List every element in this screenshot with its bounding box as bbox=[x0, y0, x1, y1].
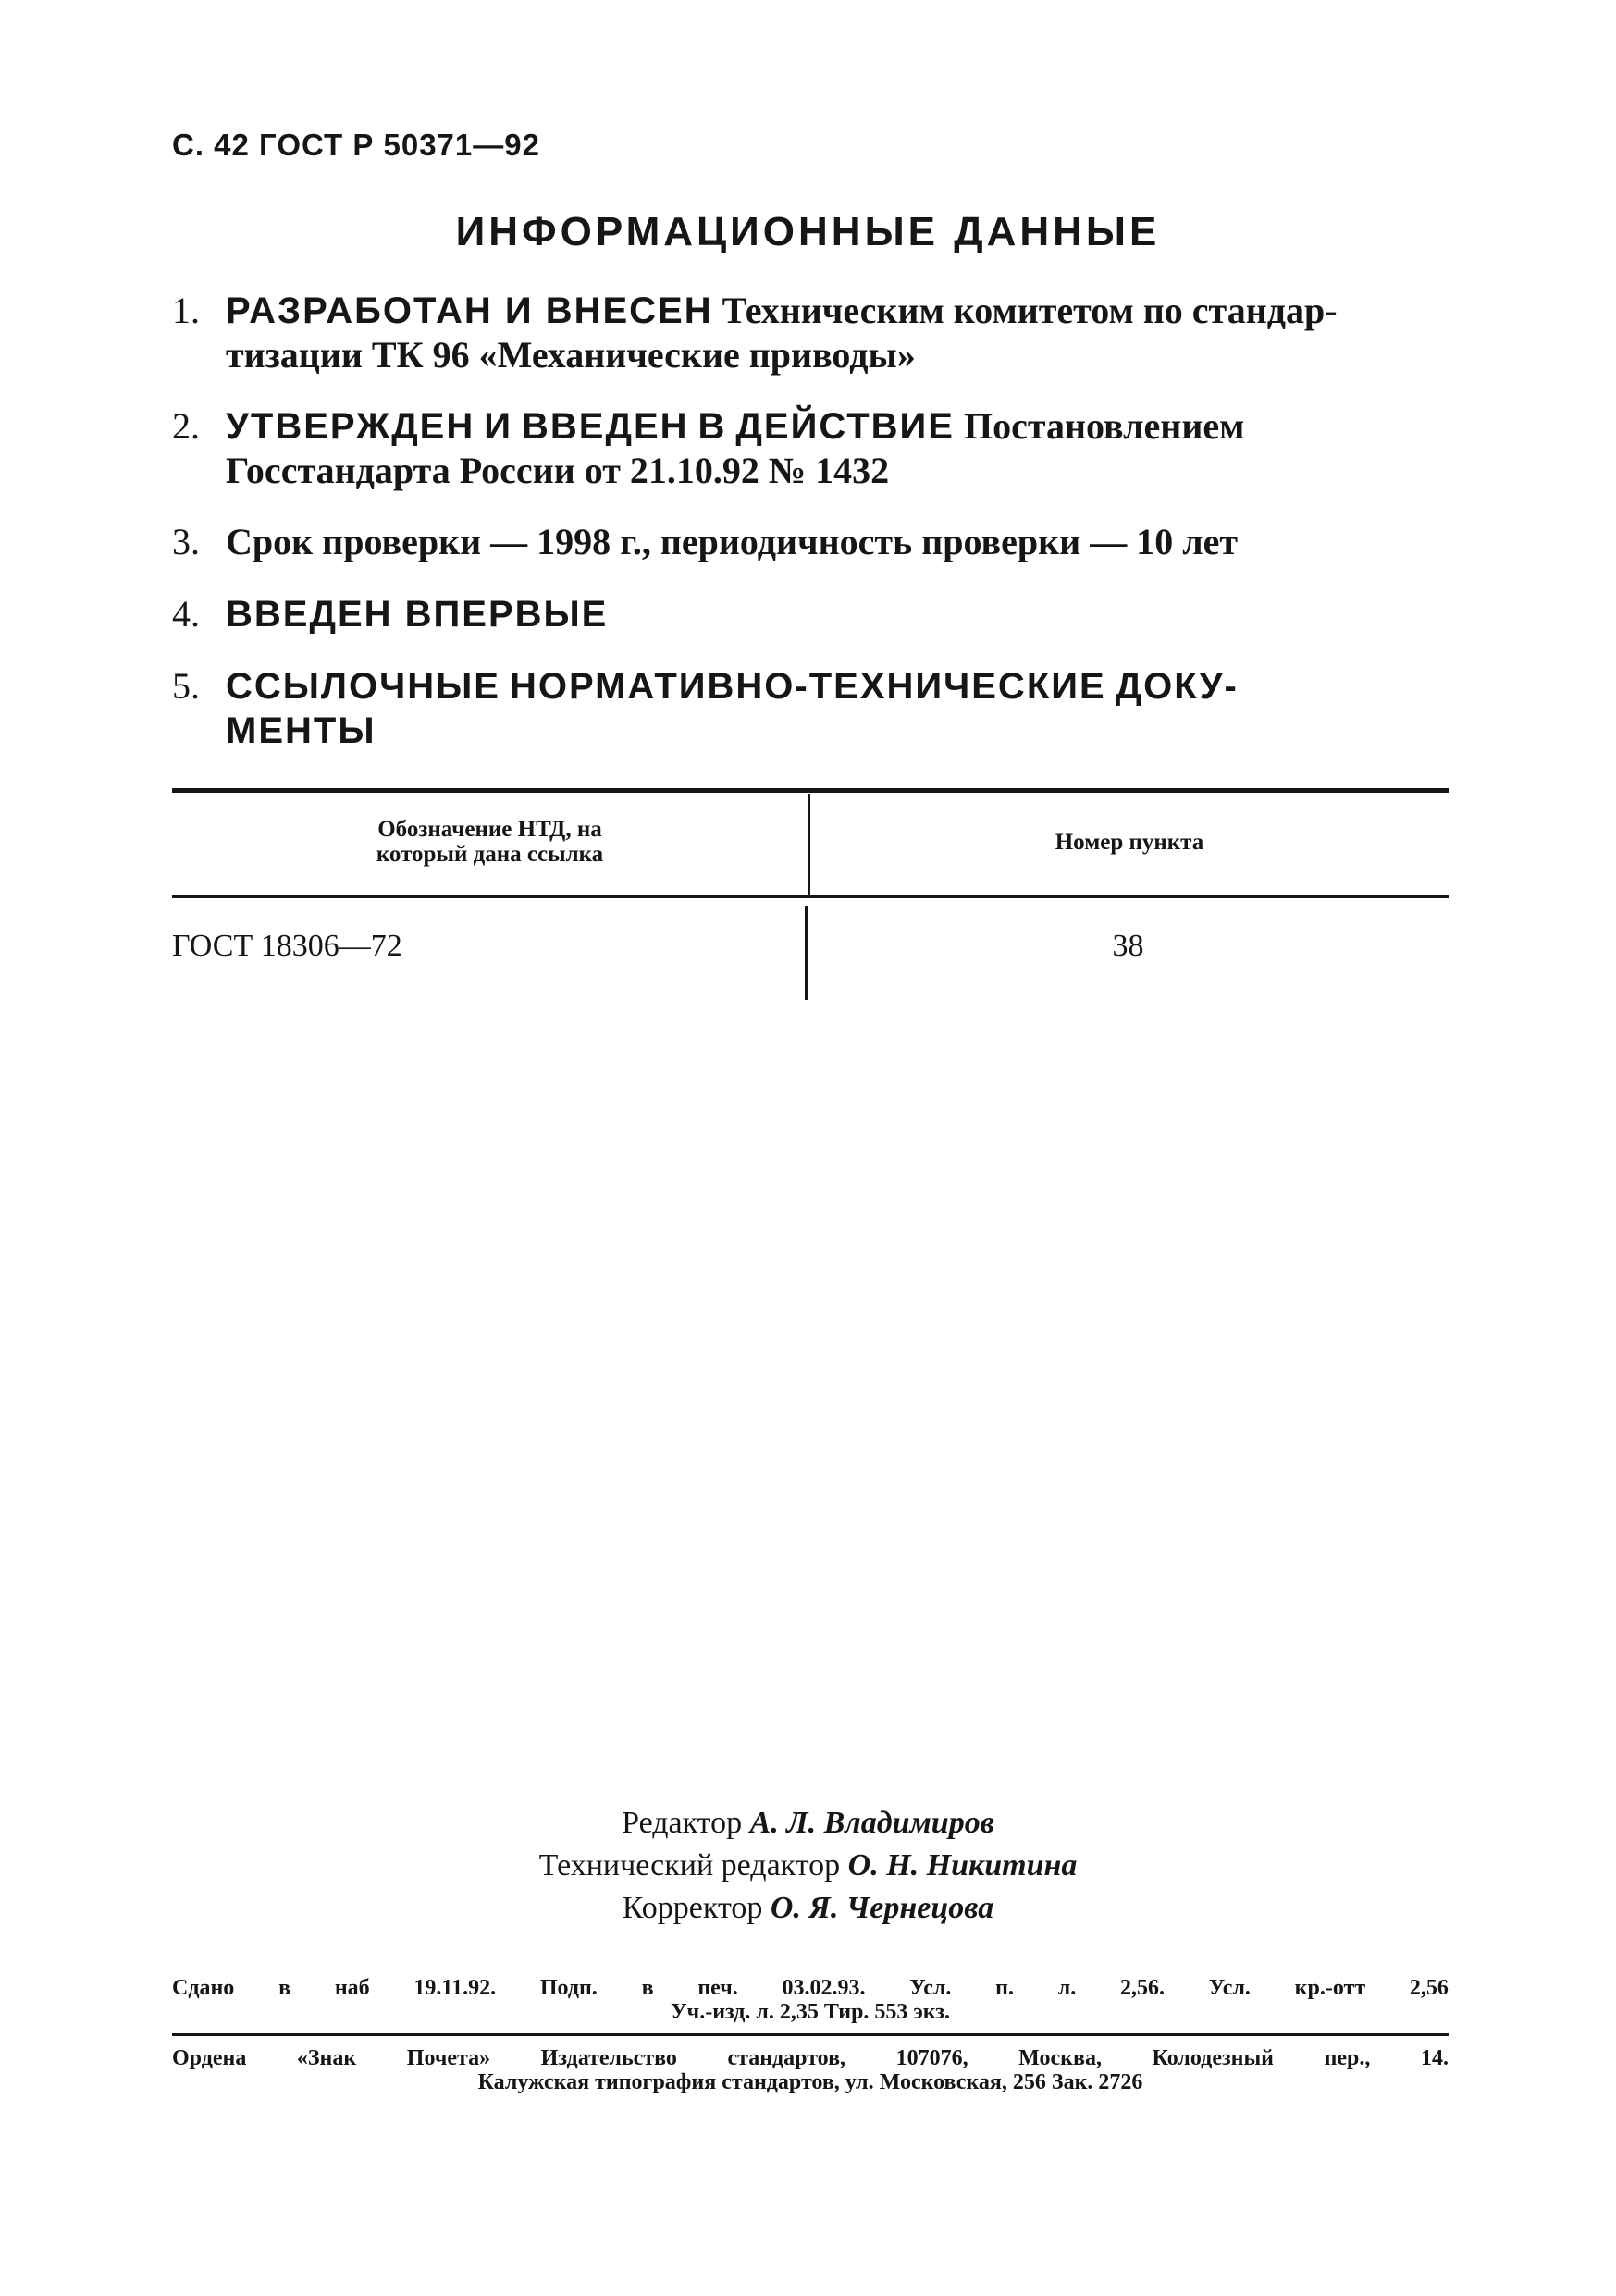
item-lead-word: В bbox=[697, 406, 727, 447]
item-line bbox=[226, 404, 1449, 449]
item-text: Срок проверки — 1998 г., периодичность проверки — 10 лет bbox=[226, 521, 1239, 562]
item-line bbox=[226, 664, 1449, 709]
imprint-printer: Калужская типография стандартов, ул. Московская, 256 Зак. 2726 bbox=[477, 2070, 1143, 2094]
imprint-word: 107076, bbox=[895, 2046, 968, 2070]
list-item-4 bbox=[172, 592, 1449, 640]
imprint-word: л. bbox=[1057, 1976, 1077, 2000]
imprint-word: Издательство bbox=[540, 2046, 677, 2070]
imprint-word: Москва, bbox=[1018, 2046, 1102, 2070]
table-top-rule bbox=[172, 788, 1449, 793]
column-header-line: который дана ссылка bbox=[376, 842, 604, 867]
page-title: ИНФОРМАЦИОННЫЕ ДАННЫЕ bbox=[455, 209, 1161, 254]
imprint-word: Колодезный bbox=[1152, 2046, 1275, 2070]
item-text: Постановлением bbox=[963, 405, 1245, 447]
table-header-rule bbox=[172, 895, 1449, 898]
item-lead: ВВЕДЕН ВПЕРВЫЕ bbox=[226, 594, 609, 635]
list-item-1 bbox=[172, 289, 1449, 381]
imprint-word: в bbox=[278, 1976, 291, 2000]
credits-editor bbox=[0, 1802, 1616, 1845]
cell-clause: 38 bbox=[1112, 929, 1144, 963]
imprint-divider bbox=[172, 2033, 1449, 2036]
proofreader-name: О. Я. Чернецова bbox=[770, 1891, 994, 1925]
imprint-word: Усл. bbox=[1208, 1976, 1251, 2000]
item-lead-word: И bbox=[484, 406, 512, 447]
page-reference: С. 42 ГОСТ Р 50371—92 bbox=[172, 128, 540, 162]
item-text-continued: Госстандарта России от 21.10.92 № 1432 bbox=[226, 450, 890, 491]
imprint-word: 14. bbox=[1420, 2046, 1449, 2070]
imprint-word: Почета» bbox=[406, 2046, 491, 2070]
list-item-5 bbox=[172, 664, 1449, 757]
column-header-designation bbox=[172, 817, 808, 867]
proofreader-role: Корректор bbox=[622, 1891, 763, 1925]
item-number: 3. bbox=[172, 521, 200, 562]
imprint-word: 19.11.92. bbox=[413, 1976, 497, 2000]
cell-designation: ГОСТ 18306—72 bbox=[172, 929, 402, 963]
imprint-word: 03.02.93. bbox=[782, 1976, 866, 2000]
item-number: 5. bbox=[172, 665, 200, 707]
item-number: 4. bbox=[172, 593, 200, 635]
imprint-word: стандартов, bbox=[727, 2046, 846, 2070]
item-lead-word: ССЫЛОЧНЫЕ bbox=[226, 666, 500, 707]
item-lead-word: ВВЕДЕН bbox=[522, 406, 689, 447]
imprint-word: «Знак bbox=[296, 2046, 357, 2070]
imprint-word: 2,56. bbox=[1120, 1976, 1165, 2000]
tech-editor-role: Технический редактор bbox=[538, 1848, 841, 1882]
item-number: 2. bbox=[172, 405, 200, 447]
item-lead-word: ДЕЙСТВИЕ bbox=[735, 406, 955, 447]
imprint-word: кр.-отт bbox=[1294, 1976, 1366, 2000]
item-lead-word: НОРМАТИВНО-ТЕХНИЧЕСКИЕ bbox=[509, 666, 1106, 707]
column-header-line: Обозначение НТД, на bbox=[377, 817, 602, 842]
item-lead: РАЗРАБОТАН И ВНЕСЕН bbox=[226, 290, 713, 331]
item-lead-continued: МЕНТЫ bbox=[226, 710, 376, 751]
editor-role: Редактор bbox=[622, 1806, 743, 1840]
imprint-word: 2,56 bbox=[1409, 1976, 1449, 2000]
editor-name: А. Л. Владимиров bbox=[749, 1806, 994, 1840]
imprint-publisher bbox=[172, 2046, 1449, 2070]
imprint-word: Усл. bbox=[909, 1976, 952, 2000]
item-lead-word: УТВЕРЖДЕН bbox=[226, 406, 475, 447]
credits-proofreader bbox=[0, 1887, 1616, 1930]
item-lead-word: ДОКУ- bbox=[1115, 666, 1239, 707]
imprint-word: в bbox=[641, 1976, 654, 2000]
list-item-3 bbox=[172, 520, 1449, 568]
imprint-word: п. bbox=[995, 1976, 1014, 2000]
credits-tech-editor bbox=[0, 1845, 1616, 1887]
imprint-word: Подп. bbox=[539, 1976, 598, 2000]
item-line bbox=[226, 289, 1449, 333]
item-text-continued: тизации ТК 96 «Механические приводы» bbox=[226, 334, 916, 376]
item-text: Техническим комитетом по стандар- bbox=[722, 290, 1338, 331]
column-header-clause: Номер пункта bbox=[1055, 830, 1204, 855]
tech-editor-name: О. Н. Никитина bbox=[847, 1848, 1078, 1882]
imprint-print-data bbox=[172, 1976, 1449, 2000]
imprint-word: Сдано bbox=[172, 1976, 235, 2000]
item-number: 1. bbox=[172, 290, 200, 331]
list-item-2 bbox=[172, 404, 1449, 497]
imprint-word: наб bbox=[334, 1976, 370, 2000]
imprint-word: Ордена bbox=[172, 2046, 247, 2070]
imprint-print-run: Уч.-изд. л. 2,35 Тир. 553 экз. bbox=[671, 2000, 950, 2024]
imprint-word: пер., bbox=[1324, 2046, 1371, 2070]
imprint-word: печ. bbox=[697, 1976, 738, 2000]
